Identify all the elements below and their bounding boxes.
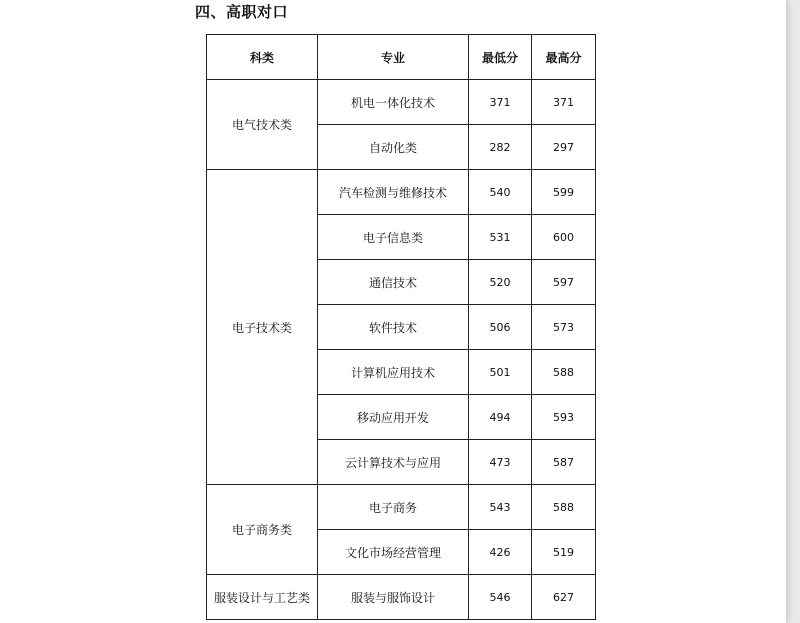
max-score-cell: 588 [532,485,596,530]
major-cell: 汽车检测与维修技术 [318,170,469,215]
max-score-cell: 371 [532,80,596,125]
max-score-cell: 627 [532,575,596,620]
max-score-cell: 587 [532,440,596,485]
table-row [207,485,596,530]
category-cell: 电子技术类 [207,170,318,485]
max-score-cell: 597 [532,260,596,305]
min-score-cell: 371 [469,80,532,125]
score-table [206,34,596,620]
major-cell: 电子信息类 [318,215,469,260]
section-heading: 四、高职对口 [195,3,289,21]
major-cell: 计算机应用技术 [318,350,469,395]
major-cell: 机电一体化技术 [318,80,469,125]
min-score-cell: 540 [469,170,532,215]
major-cell: 软件技术 [318,305,469,350]
min-score-cell: 501 [469,350,532,395]
header-category: 科类 [207,35,318,80]
min-score-cell: 494 [469,395,532,440]
max-score-cell: 519 [532,530,596,575]
major-cell: 服装与服饰设计 [318,575,469,620]
max-score-cell: 599 [532,170,596,215]
max-score-cell: 588 [532,350,596,395]
min-score-cell: 520 [469,260,532,305]
min-score-cell: 426 [469,530,532,575]
header-max-score: 最高分 [532,35,596,80]
category-cell: 服装设计与工艺类 [207,575,318,620]
min-score-cell: 282 [469,125,532,170]
major-cell: 云计算技术与应用 [318,440,469,485]
major-cell: 电子商务 [318,485,469,530]
max-score-cell: 593 [532,395,596,440]
min-score-cell: 531 [469,215,532,260]
table-row [207,575,596,620]
header-min-score: 最低分 [469,35,532,80]
major-cell: 通信技术 [318,260,469,305]
table-row [207,170,596,215]
max-score-cell: 297 [532,125,596,170]
min-score-cell: 506 [469,305,532,350]
min-score-cell: 543 [469,485,532,530]
major-cell: 移动应用开发 [318,395,469,440]
min-score-cell: 473 [469,440,532,485]
major-cell: 自动化类 [318,125,469,170]
major-cell: 文化市场经营管理 [318,530,469,575]
min-score-cell: 546 [469,575,532,620]
header-major: 专业 [318,35,469,80]
category-cell: 电气技术类 [207,80,318,170]
max-score-cell: 600 [532,215,596,260]
max-score-cell: 573 [532,305,596,350]
category-cell: 电子商务类 [207,485,318,575]
table-row [207,80,596,125]
table-header-row [207,35,596,80]
